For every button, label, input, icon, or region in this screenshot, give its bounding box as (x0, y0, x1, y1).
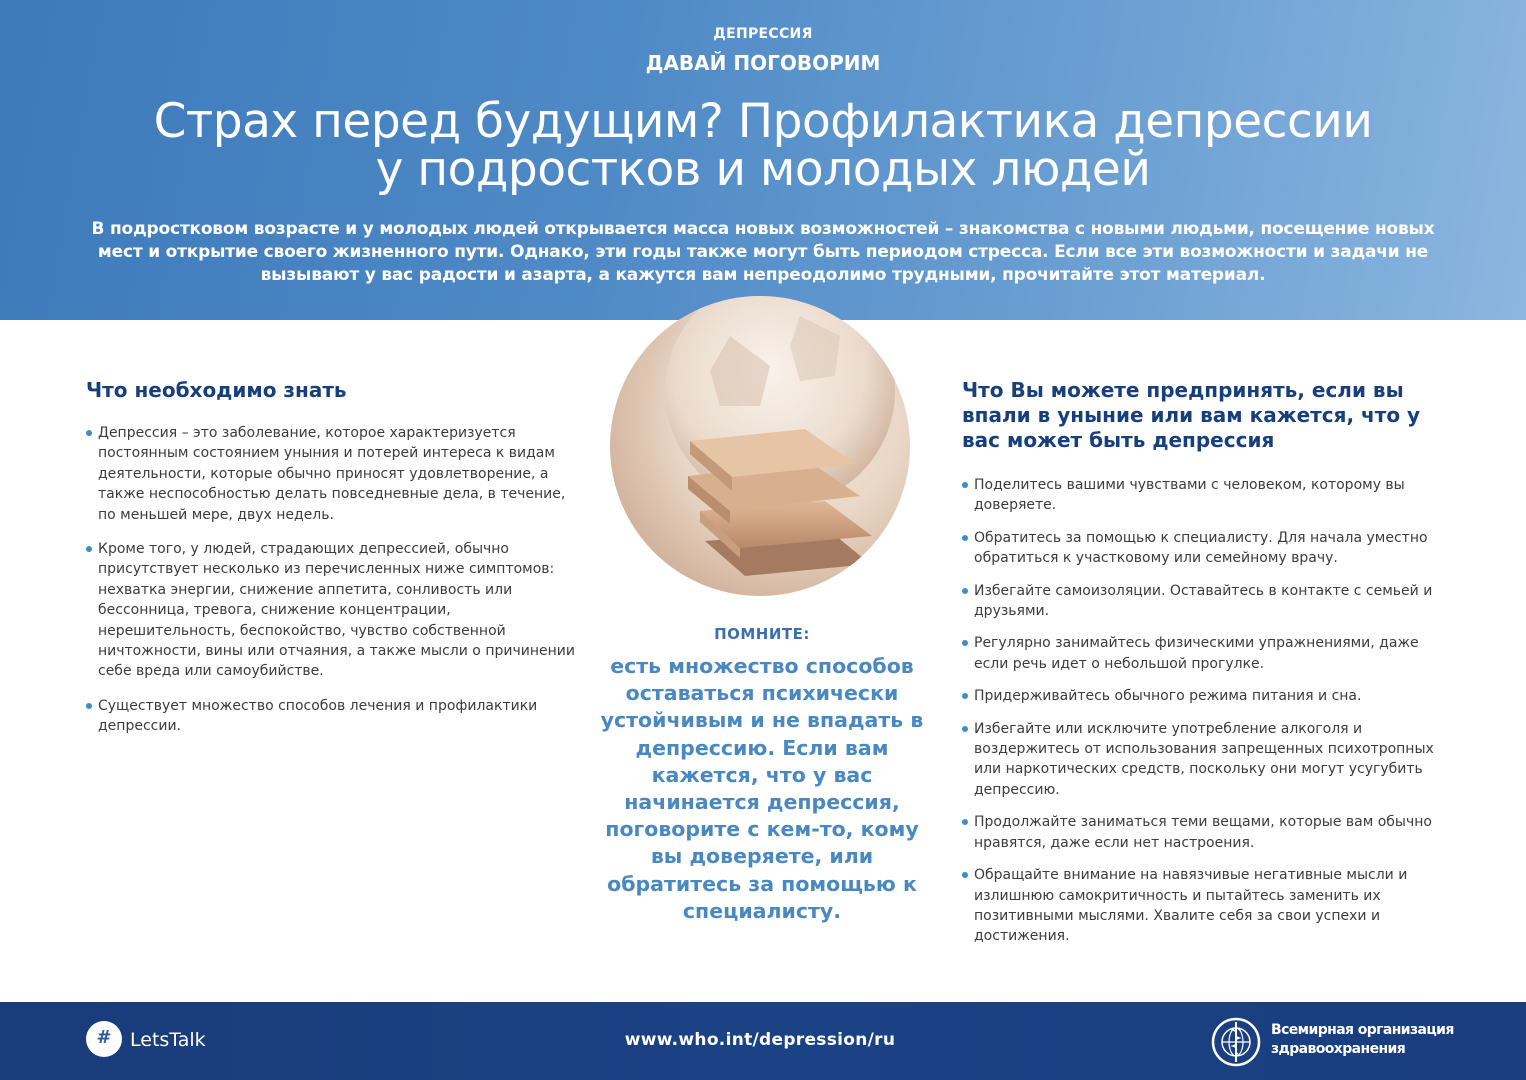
list-item-text: Кроме того, у людей, страдающих депрессией, обычно присутствует несколько из перечисленных ниже симптомов: нехватка энергии, снижение аппетита, сонливость или бессонница, тревога, снижение концентрации, нерешительность, беспокойство, чувство собственной ничтожности, вины или отчаяния, а также мысли о причинении себе вреда или самоубийстве. (98, 541, 575, 680)
books-illustration (610, 296, 910, 596)
list-item-text: Обратитесь за помощью к специалисту. Для начала уместно обратиться к участковому или семейному врачу. (974, 529, 1428, 567)
bullet-dot-icon (86, 546, 92, 552)
website-link[interactable]: www.who.int/depression/ru (624, 1030, 896, 1050)
list-item (962, 633, 1452, 674)
bullet-dot-icon (86, 703, 92, 709)
page-title (60, 94, 1466, 197)
list-item-text: Существует множество способов лечения и профилактики депрессии. (98, 697, 538, 735)
list-item-text: Обращайте внимание на навязчивые негативные мысли и излишнюю самокритичность и пытайтесь заменить их позитивными мыслями. Хвалите себя за свои успехи и достижения. (974, 867, 1408, 945)
what-you-can-do-list (962, 475, 1452, 947)
title-line-2: у подростков и молодых людей (375, 142, 1151, 197)
title-line-1: Страх перед будущим? Профилактика депрессии (153, 94, 1373, 149)
books-photo (610, 296, 910, 596)
list-item (962, 475, 1452, 516)
what-you-can-do-heading: Что Вы можете предпринять, если вы впали в уныние или вам кажется, что у вас может быть депрессия (962, 378, 1421, 452)
what-you-can-do-section (962, 378, 1452, 959)
hashtag-glyph: # (96, 1027, 112, 1048)
bullet-dot-icon (962, 872, 968, 878)
list-item (962, 865, 1452, 947)
list-item-text: Избегайте или исключите употребление алкоголя и воздержитесь от использования запрещенных психотропных или наркотических средств, поскольку они могут усугубить депрессию. (974, 720, 1434, 798)
bullet-dot-icon (962, 819, 968, 825)
campaign-slogan: ДАВАЙ ПОГОВОРИМ (645, 51, 881, 75)
list-item-text: Депрессия – это заболевание, которое характеризуется постоянным состоянием уныния и потерей интереса к видам деятельности, которые обычно приносят удовлетворение, а также неспособностью делать повседневные дела, в течение, по меньшей мере, двух недель. (98, 425, 566, 523)
who-emblem-icon (1210, 1016, 1262, 1068)
list-item (962, 812, 1452, 853)
remember-message: есть множество способов оставаться психически устойчивым и не впадать в депрессию. Если вам кажется, что у вас начинается депрессия, поговорите с кем-то, кому вы доверяете, или обратитесь за помощью к специалисту. (600, 654, 924, 923)
bullet-dot-icon (962, 482, 968, 488)
list-item-text: Продолжайте заниматься теми вещами, которые вам обычно нравятся, даже если нет настроения. (974, 814, 1432, 851)
list-item (86, 539, 576, 682)
list-item-text: Избегайте самоизоляции. Оставайтесь в контакте с семьей и друзьями. (974, 582, 1433, 620)
list-item (962, 528, 1452, 569)
list-item-text: Поделитесь вашими чувствами с человеком, которому вы доверяете. (974, 477, 1405, 514)
topic-label: ДЕПРЕССИЯ (713, 26, 813, 42)
list-item-text: Регулярно занимайтесь физическими упражнениями, даже если речь идет о небольшой прогулке. (974, 635, 1419, 672)
what-to-know-section (86, 378, 576, 751)
list-item-text: Придерживайтесь обычного режима питания и сна. (974, 688, 1362, 705)
letstalk-label: LetsTalk (130, 1029, 206, 1051)
list-item (962, 686, 1452, 706)
list-item (962, 581, 1452, 622)
what-to-know-list (86, 423, 576, 737)
list-item (86, 423, 576, 525)
bullet-dot-icon (962, 693, 968, 699)
intro-paragraph: В подростковом возрасте и у молодых людей открывается масса новых возможностей – знакомства с новыми людьми, посещение новых мест и открытие своего жизненного пути. Однако, эти годы также могут быть периодом стресса. Если все эти возможности и задачи не вызывают у вас радости и азарта, а кажутся вам непреодолимо трудными, прочитайте этот материал. (91, 219, 1435, 285)
bullet-dot-icon (962, 640, 968, 646)
letstalk-bubble-icon (86, 1021, 122, 1057)
who-name-line-1: Всемирная организация (1271, 1022, 1454, 1038)
list-item (86, 696, 576, 737)
what-to-know-heading: Что необходимо знать (86, 378, 347, 402)
list-item (962, 719, 1452, 801)
bullet-dot-icon (962, 726, 968, 732)
who-name-line-2: здравоохранения (1271, 1041, 1406, 1057)
bullet-dot-icon (86, 430, 92, 436)
bullet-dot-icon (962, 588, 968, 594)
who-organization-name (1271, 1021, 1471, 1059)
bullet-dot-icon (962, 535, 968, 541)
remember-label: ПОМНИТЕ: (714, 625, 810, 643)
